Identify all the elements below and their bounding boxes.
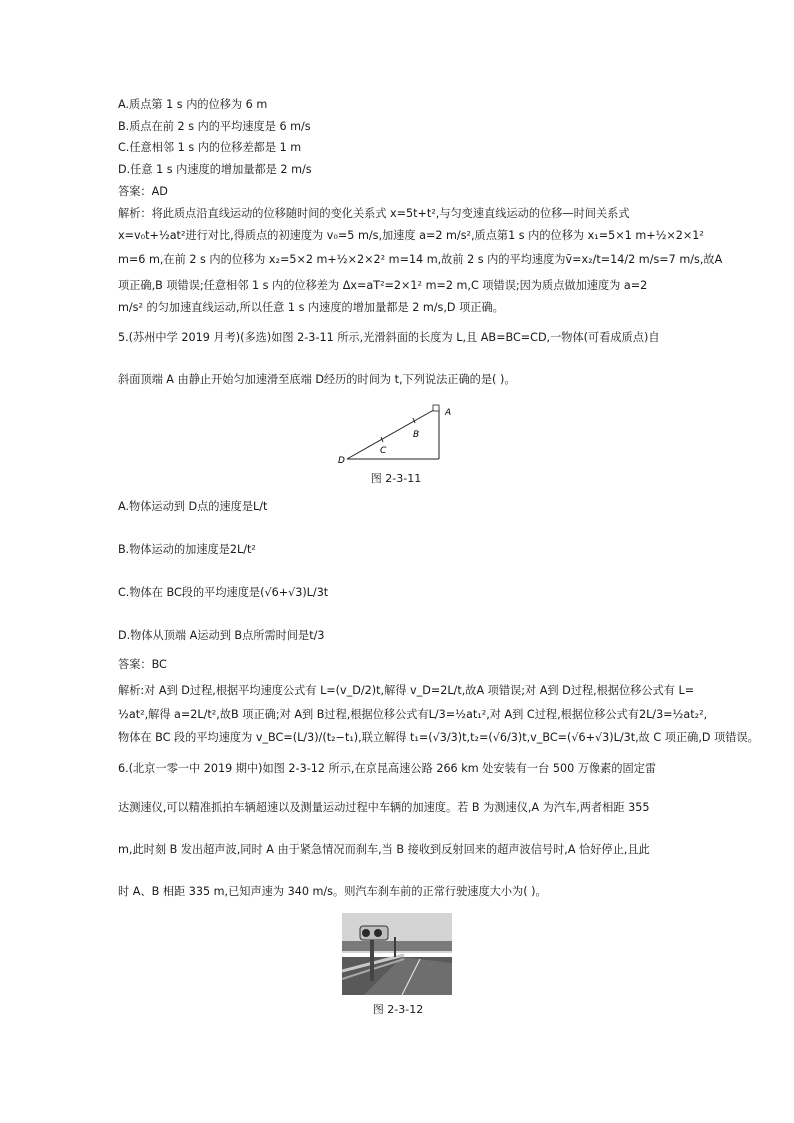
q4-option-c: C.任意相邻 1 s 内的位移差都是 1 m <box>118 141 302 154</box>
sign-post <box>394 937 396 957</box>
q5-stem-line: 5.(苏州中学 2019 月考)(多选)如图 2-3-11 所示,光滑斜面的长度为 L,且 AB=BC=CD,一物体(可看成质点)自 <box>118 331 660 344</box>
radar-lens <box>374 929 382 937</box>
block-object <box>433 405 439 411</box>
q4-option-a: A.质点第 1 s 内的位移为 6 m <box>118 98 268 111</box>
q4-analysis-line: m=6 m,在前 2 s 内的位移为 x₂=5×2 m+½×2×2² m=14 m,故前 2 s 内的平均速度为v̄=x₂/t=14/2 m/s=7 m/s,故A <box>118 253 723 266</box>
label-a: A <box>445 408 452 418</box>
q4-analysis-line: x=v₀t+½at²进行对比,得质点的初速度为 v₀=5 m/s,加速度 a=2 m/s²,质点第1 s 内的位移为 x₁=5×1 m+½×2×1² <box>118 229 704 242</box>
radar-lens <box>362 929 370 937</box>
q5-option-c: C.物体在 BC段的平均速度是(√6+√3)L/3t <box>118 586 329 599</box>
q6-stem-line: 6.(北京一零一中 2019 期中)如图 2-3-12 所示,在京昆高速公路 266 km 处安装有一台 500 万像素的固定雷 <box>118 762 657 775</box>
q4-option-b: B.质点在前 2 s 内的平均速度是 6 m/s <box>118 120 311 133</box>
q4-answer: 答案：AD <box>118 185 168 198</box>
q5-analysis-line: 解析:对 A到 D过程,根据平均速度公式有 L=(v_D/2)t,解得 v_D=2L/t,故A 项错误;对 A到 D过程,根据位移公式有 L= <box>118 684 695 697</box>
q5-answer: 答案：BC <box>118 658 167 671</box>
q4-analysis-line: 解析：将此质点沿直线运动的位移随时间的变化关系式 x=5t+t²,与匀变速直线运动的位移—时间关系式 <box>118 207 630 220</box>
radar-photo <box>342 913 452 995</box>
label-c: C <box>380 446 387 456</box>
q4-option-d: D.任意 1 s 内速度的增加量都是 2 m/s <box>118 163 312 176</box>
q5-option-d: D.物体从顶端 A运动到 B点所需时间是t/3 <box>118 629 325 642</box>
q5-option-b: B.物体运动的加速度是2L/t² <box>118 543 256 556</box>
q6-stem-line: 时 A、B 相距 335 m,已知声速为 340 m/s。则汽车刹车前的正常行驶速度大小为( )。 <box>118 885 547 898</box>
figure-caption-2-3-12: 图 2-3-12 <box>372 1003 424 1016</box>
q4-analysis-line: m/s² 的匀加速直线运动,所以任意 1 s 内速度的增加量都是 2 m/s,D 项正确。 <box>118 301 504 314</box>
incline-slope <box>347 407 439 459</box>
incline-diagram <box>335 400 470 465</box>
label-d: D <box>338 456 345 465</box>
q5-option-a: A.物体运动到 D点的速度是L/t <box>118 500 268 513</box>
figure-caption-2-3-11: 图 2-3-11 <box>370 472 422 485</box>
q6-stem-line: 达测速仪,可以精准抓拍车辆超速以及测量运动过程中车辆的加速度。若 B 为测速仪,A 为汽车,两者相距 355 <box>118 801 650 814</box>
q5-stem-line: 斜面顶端 A 由静止开始匀加速滑至底端 D经历的时间为 t,下列说法正确的是( )。 <box>118 373 516 386</box>
q5-analysis-line: 物体在 BC 段的平均速度为 v_BC=(L/3)/(t₂−t₁),联立解得 t₁=(√3/3)t,t₂=(√6/3)t,v_BC=(√6+√3)L/3t,故 C 项正确,D 项错误。 <box>118 731 759 744</box>
q4-analysis-line: 项正确,B 项错误;任意相邻 1 s 内的位移差为 Δx=aT²=2×1² m=2 m,C 项错误;因为质点做加速度为 a=2 <box>118 279 648 292</box>
photo-trees <box>342 941 452 951</box>
q5-analysis-line: ½at²,解得 a=2L/t²,故B 项正确;对 A到 B过程,根据位移公式有L/3=½at₁²,对 A到 C过程,根据位移公式有2L/3=½at₂², <box>118 708 708 721</box>
label-b: B <box>413 430 420 440</box>
q6-stem-line: m,此时刻 B 发出超声波,同时 A 由于紧急情况而刹车,当 B 接收到反射回来的超声波信号时,A 恰好停止,且此 <box>118 843 650 856</box>
